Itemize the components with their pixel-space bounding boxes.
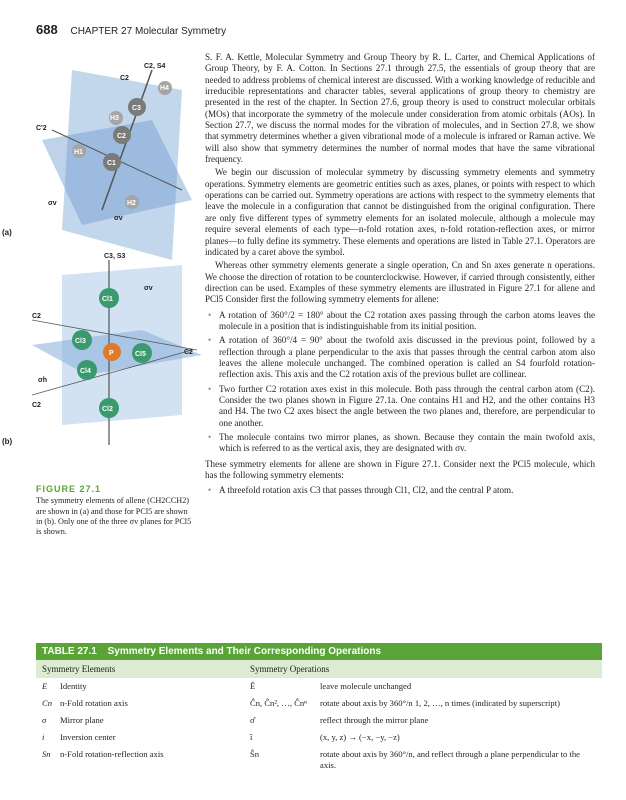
table-cell-sym: E [42, 681, 48, 691]
table-cell-op: Ĉn, Ĉn², …, Ĉnⁿ [250, 698, 307, 708]
bullet-item: • Two further C2 rotation axes exist in this molecule. Both pass through the central carbon atom (C2). Consider the two planes shown in Figure 27.1a. One contains H1 and H2, and the other contains H3 and H4. The two C2 axes bisect the angle between the two planes and, therefore, are perpendicular to one another. [219, 384, 595, 429]
label-b0: C3, S3 [104, 253, 126, 260]
caption-text: The symmetry elements of allene (CH2CCH2) are shown in (a) and those for PCl5 are shown in (b). Only one of the three σv planes for PCl5 is shown. [36, 496, 192, 537]
pcl5-bullets [205, 485, 595, 496]
table-title: Symmetry Elements and Their Corresponding Operations [107, 646, 382, 657]
col-header-elements: Symmetry Elements [42, 664, 116, 674]
label-b3: C2 [32, 313, 41, 320]
label-b7: C2 [184, 349, 193, 356]
paragraph-3: Whereas other symmetry elements generate a single operation, Cn and Sn axes generate n operations. We choose the direction of rotation to be counterclockwise. However, if carried through consistently, either direction can be used. Examples of these symmetry elements are illustrated in Figure 27.1 for allene and PCl5 Consider first the following symmetry elements for allene: [205, 260, 595, 305]
table-cell-name: Inversion center [60, 732, 116, 742]
table-column-headers [36, 660, 602, 678]
bullet-item: • The molecule contains two mirror planes, as shown. Because they contain the main twofold axis, which is referred to as the vertical axis, they are designated with σv. [219, 432, 595, 455]
page-number: 688 [36, 22, 58, 37]
table-cell-name: n-Fold rotation axis [60, 698, 128, 708]
figure-27-1 [2, 50, 202, 470]
table-row [36, 746, 602, 774]
label-b5: P [109, 350, 114, 357]
main-text [205, 52, 595, 501]
label-a4: C3 [132, 105, 141, 112]
table-row [36, 729, 602, 746]
label-b10: C2 [32, 402, 41, 409]
part-b-label: (b) [2, 437, 13, 446]
table-row [36, 695, 602, 712]
table-cell-name: Identity [60, 681, 87, 691]
table-header [36, 643, 602, 660]
table-row [36, 712, 602, 729]
label-b6: Cl5 [135, 351, 146, 358]
label-a8: C1 [107, 160, 116, 167]
table-cell-sym: σ [42, 715, 47, 725]
allene-bullets [205, 310, 595, 455]
table-cell-desc: reflect through the mirror plane [320, 715, 429, 725]
label-a5: C'2 [36, 125, 47, 132]
label-b2: Cl1 [102, 296, 113, 303]
chapter-title: CHAPTER 27 Molecular Symmetry [70, 26, 227, 37]
label-b11: Cl2 [102, 406, 113, 413]
table-cell-name: n-Fold rotation-reflection axis [60, 749, 164, 759]
table-cell-name: Mirror plane [60, 715, 104, 725]
paragraph-2: We begin our discussion of molecular symmetry by discussing symmetry elements and symmetry operations. Symmetry elements are geometric entities such as axes, planes, or points with respect to which operations can be carried out. Symmetry operations are actions with respect to the symmetry elements that leave the molecule in a configuration that cannot be distinguished from the original configuration. There are only five different types of symmetry elements for an isolated molecule, although a molecule may require several elements of each type—n-fold rotation axes, n-fold rotation-reflection axes, or mirror planes—to fully define its symmetry. These elements and operations are listed in Table 27.1. Operators are indicated by a caret above the symbol. [205, 167, 595, 257]
table-body [36, 678, 602, 774]
paragraph-1: S. F. A. Kettle, Molecular Symmetry and Group Theory by R. L. Carter, and Chemical Applications of Group Theory, by F. A. Cotton. In Sections 27.1 through 27.5, the essentials of group theory that are needed to address problems of chemical interest are discussed. With a working knowledge of reducible and irreducible representations and character tables, several applications of group theory to chemistry are presented in the rest of the chapter. In Section 27.6, group theory is used to construct molecular orbitals (MOs) that incorporate the symmetry of the molecule under consideration from atomic orbitals (AOs). In Section 27.7, we discuss the normal modes for the vibration of molecules, and in Section 27.8, we show that symmetry determines whether a given vibrational mode of a molecule is infrared or Raman active. We will also show that symmetry determines the number of normal modes that have the same vibrational frequency. [205, 52, 595, 165]
label-b8: Cl4 [80, 368, 91, 375]
caption-title: FIGURE 27.1 [36, 484, 102, 494]
label-b1: σv [144, 285, 153, 292]
table-cell-desc: rotate about axis by 360°/n, and reflect through a plane perpendicular to the axis. [320, 749, 580, 770]
label-b9: σh [38, 377, 48, 384]
table-number: TABLE 27.1 [42, 646, 97, 657]
label-a7: H1 [74, 149, 83, 156]
bullet-item: • A threefold rotation axis C3 that passes through Cl1, Cl2, and the central P atom. [219, 485, 595, 496]
table-cell-op: î [250, 732, 253, 742]
table-cell-desc: leave molecule unchanged [320, 681, 412, 691]
table-row [36, 678, 602, 695]
figure-caption [36, 484, 196, 537]
col-header-operations: Symmetry Operations [250, 664, 330, 674]
table-cell-op: σ̂ [250, 715, 255, 725]
table-cell-sym: Cn [42, 698, 53, 708]
part-a-label: (a) [2, 228, 12, 237]
figure-illustration [32, 50, 202, 470]
table-cell-op: Ŝn [250, 749, 260, 759]
page-header [36, 22, 226, 37]
label-a3: H3 [110, 115, 119, 122]
label-a10: σv [48, 200, 57, 207]
table-27-1 [36, 643, 602, 774]
label-a1: C2 [120, 75, 129, 82]
label-a0: C2, S4 [144, 63, 166, 70]
table-cell-op: Ê [250, 681, 256, 691]
table-cell-sym: Sn [42, 749, 51, 759]
label-a11: σv [114, 215, 123, 222]
bullet-item: • A rotation of 360°/2 = 180° about the C2 rotation axes passing through the carbon atoms leaves the molecule in a position that is indistinguishable from its initial position. [219, 310, 595, 333]
label-a9: H2 [127, 200, 136, 207]
table-cell-desc: rotate about axis by 360°/n 1, 2, …, n times (indicated by superscript) [320, 698, 560, 708]
label-b4: Cl3 [75, 338, 86, 345]
table-cell-sym: i [42, 732, 45, 742]
label-a6: C2 [117, 133, 126, 140]
table-cell-desc: (x, y, z) → (−x, −y, −z) [320, 732, 400, 742]
label-a2: H4 [160, 85, 169, 92]
bullet-item: • A rotation of 360°/4 = 90° about the twofold axis discussed in the previous point, followed by a reflection through a plane perpendicular to the axis that passes through the central carbon atom also leaves the allene molecule unchanged. The combined operation is called an S4 fourfold rotation-reflection axis. This axis and the C2 rotation axis of the previous bullet are collinear. [219, 335, 595, 380]
paragraph-4: These symmetry elements for allene are shown in Figure 27.1. Consider next the PCl5 molecule, which has the following symmetry elements: [205, 458, 595, 481]
